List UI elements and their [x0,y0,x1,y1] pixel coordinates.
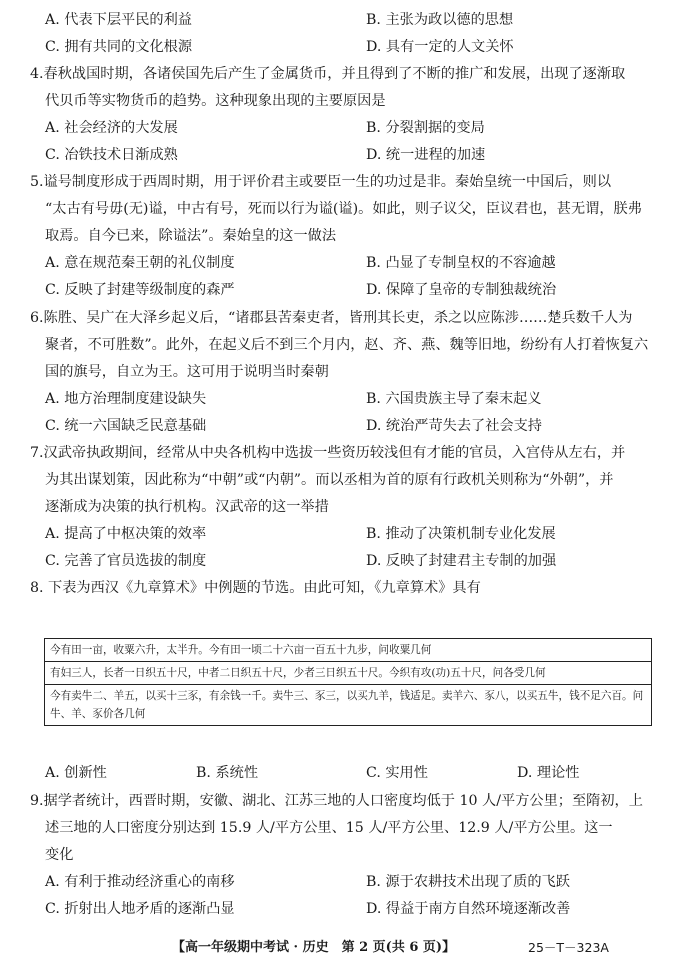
q9-option-a: A. 有利于推动经济重心的南移 [45,874,235,890]
q3-option-b: B. 主张为政以德的思想 [366,12,514,28]
q7-option-d: D. 反映了封建君主专制的加强 [366,553,557,569]
table-cell: 今有卖牛二、羊五，以买十三豕，有余钱一千。卖牛三、豕三，以买九羊，钱适足。卖羊六、豕八，以买五牛，钱不足六百。问牛、羊、豕价各几何 [45,685,652,726]
q5-option-a: A. 意在规范秦王朝的礼仪制度 [45,255,235,271]
q6-stem-line-1: 6.陈胜、吴广在大泽乡起义后，“诸郡县苦秦吏者，皆刑其长吏，杀之以应陈涉……楚兵数千人为 [30,310,633,326]
q9-stem-line-3: 变化 [45,847,74,863]
q3-option-c: C. 拥有共同的文化根源 [45,39,193,55]
q5-option-c: C. 反映了封建等级制度的森严 [45,282,235,298]
q8-option-c: C. 实用性 [366,765,428,781]
q5-stem-line-3: 取焉。自今已来，除谥法”。秦始皇的这一做法 [45,228,337,244]
q6-stem-line-2: 聚者，不可胜数”。此外，在起义后不到三个月内，赵、齐、燕、魏等旧地，纷纷有人打着恢复六 [45,337,649,353]
q5-stem-line-2: “太古有号毋(无)谥，中古有号，死而以行为谥(谥)。如此，则子议父，臣议君也，甚无谓，朕弗 [45,201,642,217]
q6-option-a: A. 地方治理制度建设缺失 [45,391,207,407]
q8-option-b: B. 系统性 [196,765,259,781]
q4-option-d: D. 统一进程的加速 [366,147,486,163]
q4-option-a: A. 社会经济的大发展 [45,120,178,136]
q6-option-b: B. 六国贵族主导了秦末起义 [366,391,542,407]
q4-option-b: B. 分裂割据的变局 [366,120,485,136]
q8-option-d: D. 理论性 [517,765,580,781]
q6-option-c: C. 统一六国缺乏民意基础 [45,418,207,434]
table-row [45,639,652,662]
q9-stem-line-2: 述三地的人口密度分别达到 15.9 人/平方公里、15 人/平方公里、12.9 人/平方公里。这一 [45,820,613,836]
q8-source-table [44,638,652,726]
q3-option-a: A. 代表下层平民的利益 [45,12,192,28]
table-cell: 今有田一亩，收粟六升，太半升。今有田一顷二十六亩一百五十九步，问收粟几何 [45,639,652,662]
q3-option-d: D. 具有一定的人文关怀 [366,39,514,55]
q9-option-d: D. 得益于南方自然环境逐渐改善 [366,901,571,917]
q9-stem-line-1: 9.据学者统计，西晋时期，安徽、湖北、江苏三地的人口密度均低于 10 人/平方公里；至隋初，上 [30,793,643,809]
q8-stem: 8. 下表为西汉《九章算术》中例题的节选。由此可知，《九章算术》具有 [30,580,481,596]
table-row [45,685,652,726]
q7-option-a: A. 提高了中枢决策的效率 [45,526,207,542]
table-row [45,662,652,685]
q7-stem-line-3: 逐渐成为决策的执行机构。汉武帝的这一举措 [45,499,329,515]
table-cell: 有妇三人，长者一日织五十尺，中者二日织五十尺，少者三日织五十尺。今织有攻(功)五十尺，问各受几何 [45,662,652,685]
q5-option-b: B. 凸显了专制皇权的不容逾越 [366,255,556,271]
q4-option-c: C. 冶铁技术日渐成熟 [45,147,178,163]
q5-stem-line-1: 5.谥号制度形成于西周时期，用于评价君主或要臣一生的功过是非。秦始皇统一中国后，则以 [30,174,612,190]
q4-stem-line-2: 代贝币等实物货币的趋势。这种现象出现的主要原因是 [45,93,386,109]
q7-option-c: C. 完善了官员选拔的制度 [45,553,207,569]
q8-option-a: A. 创新性 [45,765,107,781]
q7-stem-line-2: 为其出谋划策，因此称为“中朝”或“内朝”。而以丞相为首的原有行政机关则称为“外朝”，并 [45,472,614,488]
q4-stem-line-1: 4.春秋战国时期，各诸侯国先后产生了金属货币，并且得到了不断的推广和发展，出现了逐渐取 [30,66,626,82]
q7-stem-line-1: 7.汉武帝执政期间，经常从中央各机构中选拔一些资历较浅但有才能的官员，入宫侍从左右，并 [30,445,626,461]
q9-option-c: C. 折射出人地矛盾的逐渐凸显 [45,901,235,917]
footer-code: 25－T－323A [528,940,609,955]
q9-option-b: B. 源于农耕技术出现了质的飞跃 [366,874,570,890]
page-footer [0,937,677,959]
footer-title: 【高一年级期中考试 · 历史 第 2 页(共 6 页)】 [172,940,456,955]
q6-option-d: D. 统治严苛失去了社会支持 [366,418,542,434]
q6-stem-line-3: 国的旗号，自立为王。这可用于说明当时秦朝 [45,364,329,380]
q5-option-d: D. 保障了皇帝的专制独裁统治 [366,282,557,298]
q7-option-b: B. 推动了决策机制专业化发展 [366,526,556,542]
